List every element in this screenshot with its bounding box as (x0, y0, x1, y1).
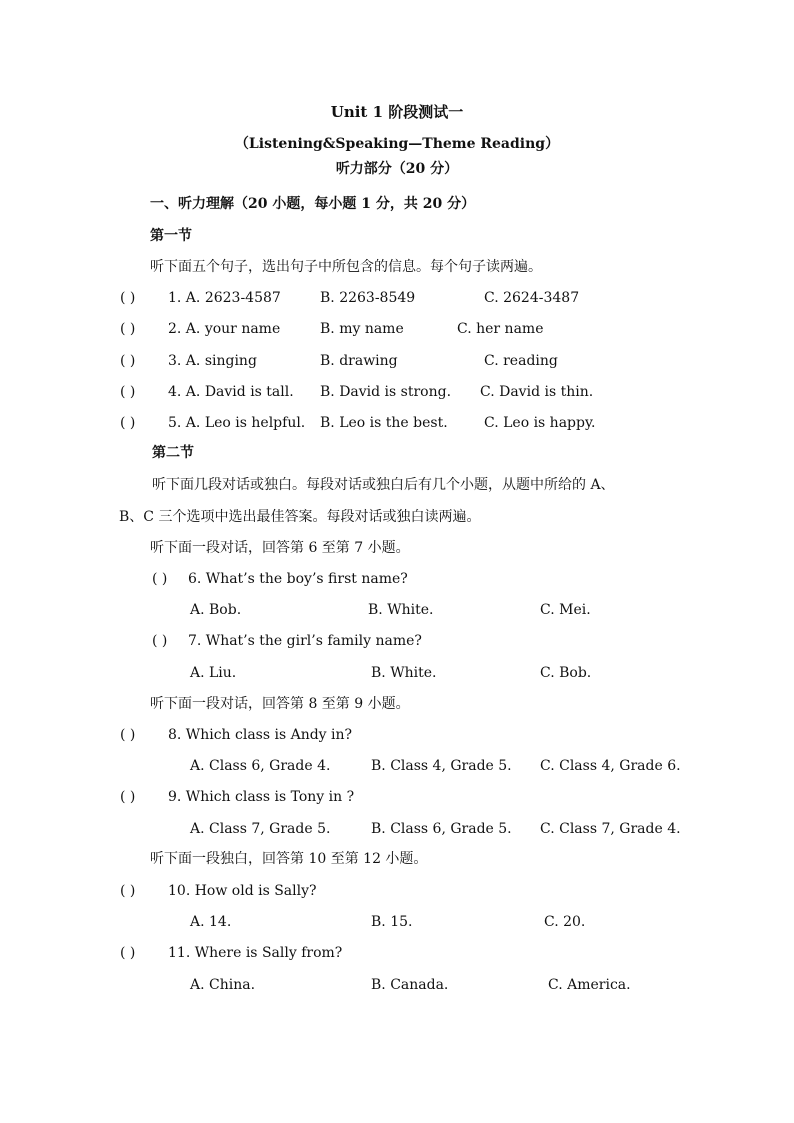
question-stem: 4. A. David is tall. (168, 384, 294, 400)
option-c: C. 2624-3487 (484, 290, 580, 306)
part-heading: 听力部分（20 分） (335, 161, 459, 177)
option-b: B. 2263-8549 (320, 290, 416, 306)
option-b: B. Canada. (371, 977, 449, 993)
page-title: Unit 1 阶段测试一 (330, 103, 464, 121)
group3-intro: 听下面一段独白，回答第 10 至第 12 小题。 (150, 851, 428, 867)
page-subtitle: （Listening&Speaking—Theme Reading） (234, 136, 560, 152)
answer-bracket[interactable]: ( ) (120, 945, 136, 961)
option-b: B. Class 4, Grade 5. (371, 758, 512, 774)
option-a: A. Class 6, Grade 4. (190, 758, 331, 774)
answer-bracket[interactable]: ( ) (120, 290, 136, 306)
answer-bracket[interactable]: ( ) (120, 727, 136, 743)
option-c: C. America. (548, 977, 631, 993)
question-stem: 9. Which class is Tony in ? (168, 789, 355, 805)
answer-bracket[interactable]: ( ) (120, 321, 136, 337)
option-c: C. Bob. (540, 665, 592, 681)
question-stem: 7. What’s the girl’s family name? (188, 633, 422, 649)
option-b: B. Class 6, Grade 5. (371, 821, 512, 837)
option-a: A. Liu. (190, 665, 237, 681)
option-c: C. 20. (544, 914, 586, 930)
option-b: B. White. (371, 665, 437, 681)
answer-bracket[interactable]: ( ) (120, 883, 136, 899)
option-b: B. drawing (320, 353, 398, 369)
option-a: A. Bob. (190, 602, 242, 618)
option-b: B. 15. (371, 914, 413, 930)
part2-instruction-line2: B、C 三个选项中选出最佳答案。每段对话或独白读两遍。 (119, 509, 481, 525)
option-b: B. Leo is the best. (320, 415, 448, 431)
part1-instruction: 听下面五个句子，选出句子中所包含的信息。每个句子读两遍。 (150, 259, 542, 275)
part2-label: 第二节 (152, 445, 194, 461)
answer-bracket[interactable]: ( ) (120, 384, 136, 400)
option-c: C. her name (457, 321, 544, 337)
answer-bracket[interactable]: ( ) (120, 415, 136, 431)
option-a: A. China. (190, 977, 256, 993)
option-c: C. Mei. (540, 602, 591, 618)
answer-bracket[interactable]: ( ) (120, 789, 136, 805)
option-c: C. David is thin. (480, 384, 594, 400)
option-c: C. Leo is happy. (484, 415, 596, 431)
question-stem: 3. A. singing (168, 353, 257, 369)
group1-intro: 听下面一段对话，回答第 6 至第 7 小题。 (150, 540, 410, 556)
answer-bracket[interactable]: ( ) (120, 353, 136, 369)
option-b: B. my name (320, 321, 404, 337)
question-stem: 1. A. 2623-4587 (168, 290, 281, 306)
option-b: B. David is strong. (320, 384, 452, 400)
option-b: B. White. (368, 602, 434, 618)
option-c: C. Class 4, Grade 6. (540, 758, 681, 774)
option-a: A. Class 7, Grade 5. (190, 821, 331, 837)
group2-intro: 听下面一段对话，回答第 8 至第 9 小题。 (150, 696, 410, 712)
question-stem: 10. How old is Sally? (168, 883, 317, 899)
question-stem: 2. A. your name (168, 321, 281, 337)
question-stem: 8. Which class is Andy in? (168, 727, 353, 743)
option-c: C. Class 7, Grade 4. (540, 821, 681, 837)
section-heading: 一、听力理解（20 小题，每小题 1 分，共 20 分） (150, 196, 476, 212)
part1-label: 第一节 (150, 228, 192, 244)
question-stem: 5. A. Leo is helpful. (168, 415, 306, 431)
answer-bracket[interactable]: ( ) (152, 633, 168, 649)
question-stem: 6. What’s the boy’s first name? (188, 571, 408, 587)
part2-instruction-line1: 听下面几段对话或独白。每段对话或独白后有几个小题，从题中所给的 A、 (152, 477, 615, 493)
option-c: C. reading (484, 353, 558, 369)
option-a: A. 14. (190, 914, 232, 930)
answer-bracket[interactable]: ( ) (152, 571, 168, 587)
question-stem: 11. Where is Sally from? (168, 945, 343, 961)
